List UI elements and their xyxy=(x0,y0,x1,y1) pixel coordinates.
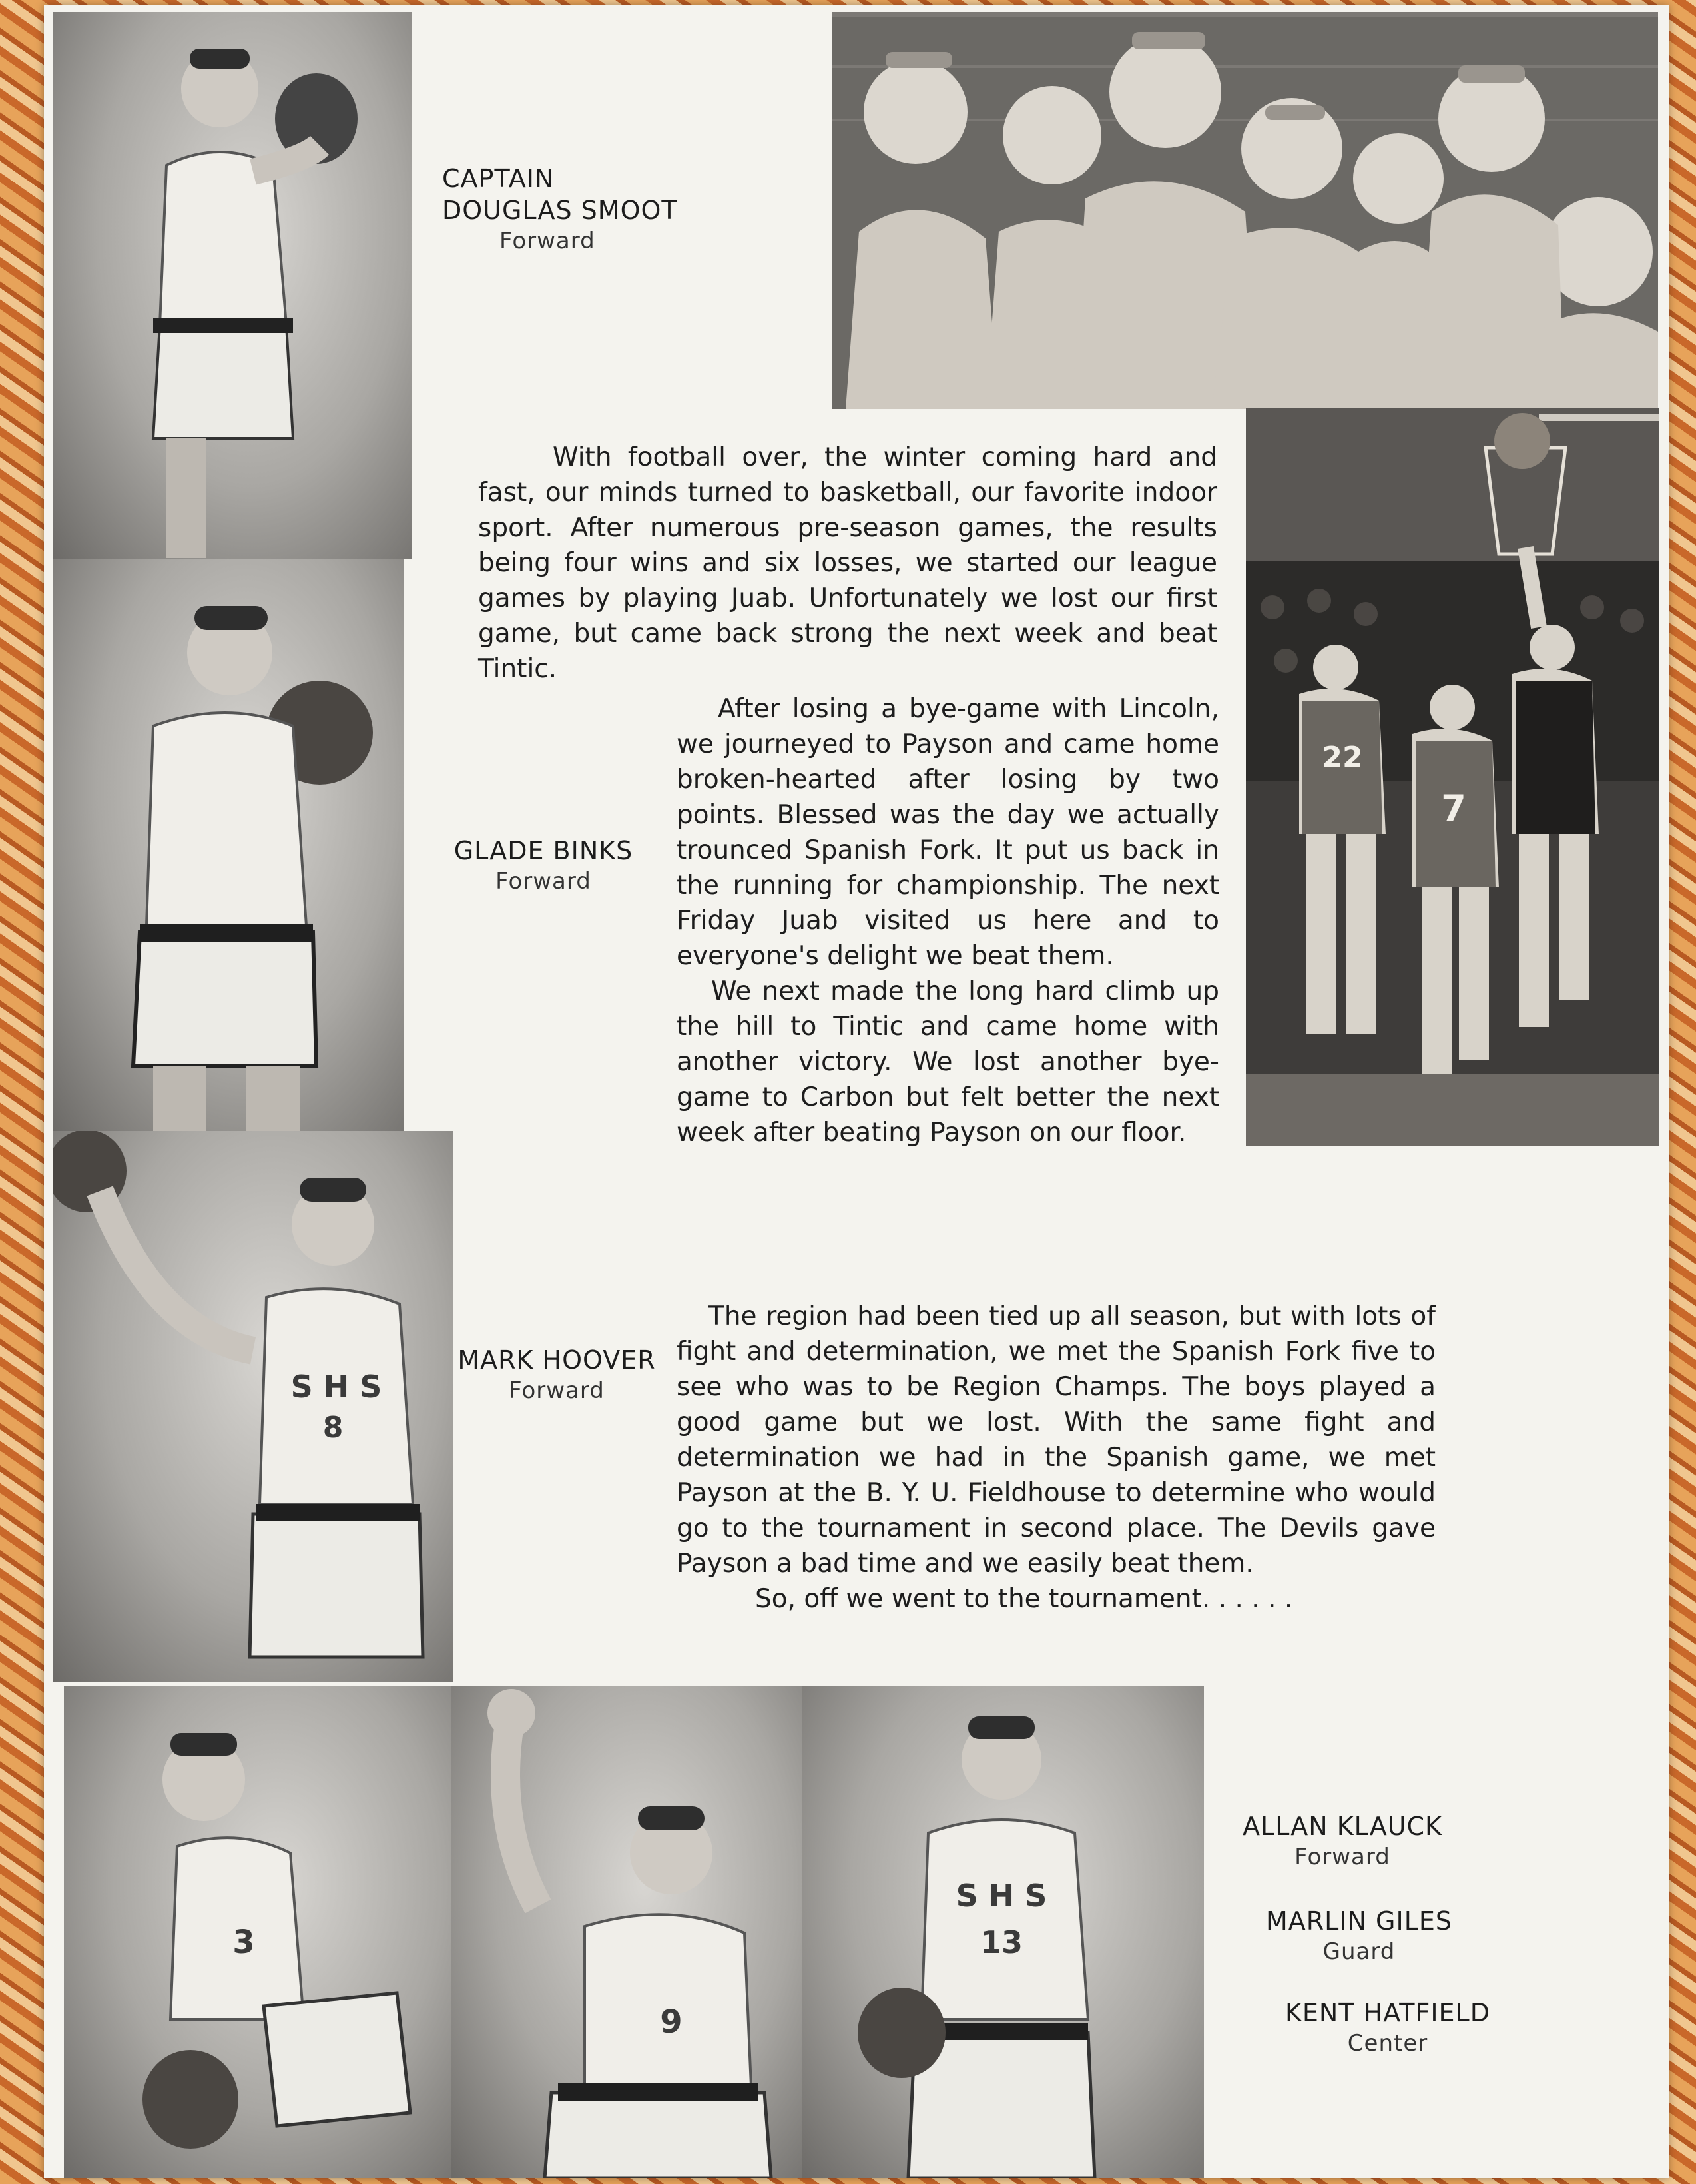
story-paragraph-2: After losing a bye-game with Lincoln, we journeyed to Payson and came home broken-hearted after losing by two points. Blessed was the day we actually trounced Spanish Fork. It put us back in the running for championship. The next Friday Juab visited us here and to everyone's delight we beat them. xyxy=(677,694,1219,971)
player-figure xyxy=(53,1131,453,1682)
photo-douglas-smoot xyxy=(53,12,412,559)
story-paragraph-5: So, off we went to the tournament. . . . . . xyxy=(755,1584,1293,1614)
photo-glade-binks xyxy=(53,559,404,1131)
story-paragraph-4: The region had been tied up all season, but with lots of fight and determination, we met the Spanish Fork five to see who was to be Region Champs. The boys played a good game but we lost. With the same fight and determination we had in the Spanish game, we met Payson at the B. Y. U. Fieldhouse to determine who would go to the tournament in second place. The Devils gave Payson a bad time and we easily beat them. xyxy=(677,1301,1436,1579)
player-figure xyxy=(53,12,412,559)
player-name: MARK HOOVER xyxy=(457,1345,656,1375)
photo-allan-klauck xyxy=(64,1686,451,2178)
caption-marlin-giles xyxy=(1193,1905,1526,1966)
jersey-number-3: 3 xyxy=(232,1924,255,1961)
story-paragraph-3: We next made the long hard climb up the hill to Tintic and came home with another victory. We lost another bye-game to Carbon but felt better the next week after beating Payson on our floor. xyxy=(677,976,1219,1148)
caption-douglas-smoot xyxy=(442,163,748,256)
player-name: KENT HATFIELD xyxy=(1285,1998,1490,2027)
photo-team-group xyxy=(832,12,1658,409)
caption-mark-hoover xyxy=(417,1344,697,1405)
player-position: Forward xyxy=(1294,1844,1390,1870)
player-figure xyxy=(64,1686,451,2178)
yearbook-page xyxy=(44,5,1669,2178)
player-figure xyxy=(53,559,404,1131)
story-paragraph-1: With football over, the winter coming hard and fast, our minds turned to basketball, our favorite indoor sport. After numerous pre-season games, the results being four wins and six losses, we started our league games by playing Juab. Unfortunately we lost our first game, but came back strong the next week and beat Tintic. xyxy=(478,442,1217,684)
jersey-letters: S H S xyxy=(956,1878,1047,1914)
player-name: CAPTAIN DOUGLAS SMOOT xyxy=(442,164,678,225)
jersey-number-8: 8 xyxy=(322,1411,344,1445)
story-intro xyxy=(478,440,1217,687)
jersey-number-7: 7 xyxy=(1441,787,1466,829)
jersey-number-22: 22 xyxy=(1322,741,1363,775)
photo-mark-hoover xyxy=(53,1131,453,1682)
player-name: MARLIN GILES xyxy=(1265,1906,1453,1936)
jersey-number-13: 13 xyxy=(980,1924,1023,1960)
story-column xyxy=(677,691,1219,1150)
player-name: GLADE BINKS xyxy=(453,836,633,865)
player-name: ALLAN KLAUCK xyxy=(1243,1812,1442,1841)
story-wide xyxy=(677,1299,1436,1617)
caption-kent-hatfield xyxy=(1221,1997,1554,2058)
player-position: Guard xyxy=(1322,1938,1396,1965)
caption-glade-binks xyxy=(417,835,670,896)
jersey-letters: S H S xyxy=(290,1369,382,1405)
player-position: Center xyxy=(1347,2030,1428,2057)
player-position: Forward xyxy=(499,228,595,254)
photo-marlin-giles xyxy=(451,1686,802,2178)
player-position: Forward xyxy=(495,868,591,895)
jersey-number-9: 9 xyxy=(660,2003,683,2041)
photo-kent-hatfield xyxy=(802,1686,1204,2178)
caption-allan-klauck xyxy=(1176,1810,1509,1872)
player-figure xyxy=(451,1686,802,2178)
group-figures xyxy=(832,12,1658,409)
player-position: Forward xyxy=(509,1377,605,1404)
action-scene xyxy=(1246,408,1659,1146)
player-figure xyxy=(802,1686,1204,2178)
photo-game-action xyxy=(1246,408,1659,1146)
